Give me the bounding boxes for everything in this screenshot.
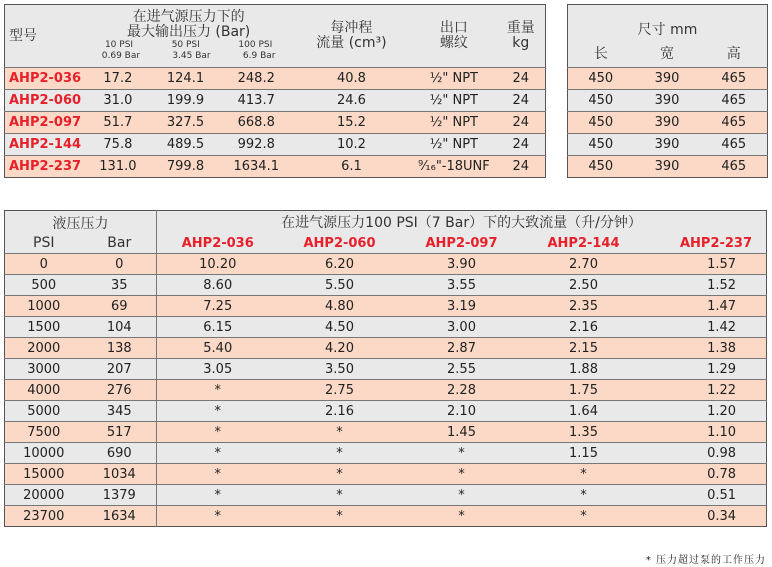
bar-col-069: 0.69 Bar: [101, 51, 141, 61]
table-row: [568, 90, 768, 112]
table-row: [5, 254, 767, 275]
model-name: AHP2-060: [5, 90, 86, 112]
weight: 24: [497, 90, 546, 112]
hyd-psi: 4000: [5, 380, 83, 401]
output-100psi: 1634.1: [221, 156, 292, 178]
flow-value: 3.90: [401, 254, 523, 275]
displacement-header-line1: 每冲程: [330, 20, 373, 36]
outlet-thread: ⁹⁄₁₆"-18UNF: [411, 156, 496, 178]
weight-header-line1: 重量: [506, 20, 535, 36]
flow-value: *: [523, 506, 645, 527]
flow-title: 在进气源压力100 PSI（7 Bar）下的大致流量（升/分钟）: [157, 211, 767, 234]
hyd-bar: 0: [83, 254, 157, 275]
dim-height: 465: [701, 90, 768, 112]
output-10psi: 75.8: [86, 134, 151, 156]
flow-value: 3.05: [157, 359, 279, 380]
hyd-bar: 1379: [83, 485, 157, 506]
dim-height: 465: [701, 134, 768, 156]
dimensions-title: 尺寸 mm: [568, 5, 768, 40]
flow-value: 4.50: [279, 317, 401, 338]
max-output-header-line2: 最大输出压力 (Bar): [126, 24, 251, 40]
flow-value: 1.47: [645, 296, 767, 317]
psi-col-10: 10 PSI: [104, 40, 134, 50]
hyd-psi: 7500: [5, 422, 83, 443]
flow-value: 1.88: [523, 359, 645, 380]
flow-value: *: [523, 464, 645, 485]
hyd-psi-header: PSI: [5, 233, 83, 254]
flow-value: *: [279, 464, 401, 485]
weight: 24: [497, 112, 546, 134]
table-row: [5, 134, 546, 156]
flow-value: 2.16: [523, 317, 645, 338]
displacement: 40.8: [292, 68, 412, 90]
table-row: [5, 443, 767, 464]
flow-value: 6.15: [157, 317, 279, 338]
hyd-bar: 276: [83, 380, 157, 401]
flow-value: 1.15: [523, 443, 645, 464]
flow-value: 2.55: [401, 359, 523, 380]
dim-length: 450: [568, 134, 634, 156]
flow-model-header: AHP2-060: [279, 233, 401, 254]
dim-height: 465: [701, 112, 768, 134]
flow-model-header: AHP2-097: [401, 233, 523, 254]
hyd-psi: 20000: [5, 485, 83, 506]
hyd-bar: 35: [83, 275, 157, 296]
output-10psi: 131.0: [86, 156, 151, 178]
outlet-thread: ½" NPT: [411, 112, 496, 134]
dim-col-width: 宽: [634, 39, 701, 68]
flow-value: *: [157, 422, 279, 443]
flow-value: 8.60: [157, 275, 279, 296]
flow-value: *: [279, 506, 401, 527]
dim-length: 450: [568, 156, 634, 178]
flow-value: 2.16: [279, 401, 401, 422]
table-row: [5, 275, 767, 296]
hyd-psi: 10000: [5, 443, 83, 464]
hyd-bar: 207: [83, 359, 157, 380]
flow-table: [4, 210, 767, 527]
flow-value: *: [157, 506, 279, 527]
flow-value: *: [523, 485, 645, 506]
spec-table: [4, 4, 546, 178]
flow-value: 0.51: [645, 485, 767, 506]
table-row: [5, 156, 546, 178]
hyd-psi: 15000: [5, 464, 83, 485]
flow-value: *: [157, 443, 279, 464]
hyd-psi: 2000: [5, 338, 83, 359]
flow-model-header: AHP2-144: [523, 233, 645, 254]
model-name: AHP2-144: [5, 134, 86, 156]
hyd-bar: 345: [83, 401, 157, 422]
hyd-bar: 138: [83, 338, 157, 359]
table-row: [5, 317, 767, 338]
flow-value: *: [279, 422, 401, 443]
flow-value: *: [279, 443, 401, 464]
model-name: AHP2-097: [5, 112, 86, 134]
hyd-bar: 69: [83, 296, 157, 317]
flow-value: 0.98: [645, 443, 767, 464]
table-row: [5, 338, 767, 359]
flow-value: 5.40: [157, 338, 279, 359]
flow-value: 1.22: [645, 380, 767, 401]
dim-col-height: 高: [701, 39, 768, 68]
hyd-psi: 1500: [5, 317, 83, 338]
outlet-thread: ½" NPT: [411, 90, 496, 112]
flow-value: 4.20: [279, 338, 401, 359]
hydraulic-pressure-header: 液压压力: [5, 211, 157, 234]
weight: 24: [497, 156, 546, 178]
table-row: [568, 156, 768, 178]
dim-height: 465: [701, 68, 768, 90]
dim-length: 450: [568, 112, 634, 134]
table-row: [568, 112, 768, 134]
flow-value: 2.75: [279, 380, 401, 401]
displacement-header-line2: 流量 (cm³): [316, 35, 387, 51]
table-row: [5, 401, 767, 422]
flow-value: 1.35: [523, 422, 645, 443]
dim-width: 390: [634, 112, 701, 134]
output-100psi: 668.8: [221, 112, 292, 134]
hyd-bar: 104: [83, 317, 157, 338]
psi-col-50: 50 PSI: [171, 40, 200, 50]
flow-value: 1.57: [645, 254, 767, 275]
dimensions-table: [567, 4, 768, 178]
dim-length: 450: [568, 90, 634, 112]
table-row: [5, 68, 546, 90]
flow-value: 1.29: [645, 359, 767, 380]
weight-header-line2: kg: [512, 35, 530, 51]
flow-value: 1.38: [645, 338, 767, 359]
flow-model-header: AHP2-036: [157, 233, 279, 254]
flow-value: 7.25: [157, 296, 279, 317]
displacement: 24.6: [292, 90, 412, 112]
output-50psi: 124.1: [150, 68, 221, 90]
hyd-psi: 23700: [5, 506, 83, 527]
table-row: [5, 112, 546, 134]
flow-value: 3.00: [401, 317, 523, 338]
flow-value: 1.20: [645, 401, 767, 422]
table-row: [5, 380, 767, 401]
footnote: * 压力超过泵的工作压力: [645, 555, 766, 566]
flow-value: 1.52: [645, 275, 767, 296]
bar-col-69: 6.9 Bar: [242, 51, 276, 61]
psi-col-100: 100 PSI: [238, 40, 273, 50]
output-50psi: 199.9: [150, 90, 221, 112]
flow-value: *: [401, 464, 523, 485]
flow-value: 1.42: [645, 317, 767, 338]
flow-value: *: [157, 380, 279, 401]
hyd-bar: 690: [83, 443, 157, 464]
flow-value: 0.78: [645, 464, 767, 485]
hyd-psi: 0: [5, 254, 83, 275]
output-100psi: 992.8: [221, 134, 292, 156]
flow-value: 1.45: [401, 422, 523, 443]
dim-length: 450: [568, 68, 634, 90]
output-10psi: 51.7: [86, 112, 151, 134]
flow-value: 2.15: [523, 338, 645, 359]
flow-value: 1.10: [645, 422, 767, 443]
flow-value: *: [279, 485, 401, 506]
model-name: AHP2-237: [5, 156, 86, 178]
outlet-header: [411, 5, 496, 68]
table-row: [5, 422, 767, 443]
output-50psi: 799.8: [150, 156, 221, 178]
flow-value: 3.19: [401, 296, 523, 317]
hyd-bar: 1634: [83, 506, 157, 527]
flow-value: 10.20: [157, 254, 279, 275]
flow-value: *: [401, 443, 523, 464]
output-10psi: 17.2: [86, 68, 151, 90]
displacement-header: [292, 5, 412, 68]
flow-model-header: AHP2-237: [645, 233, 767, 254]
table-row: [5, 359, 767, 380]
flow-value: 2.10: [401, 401, 523, 422]
dim-width: 390: [634, 134, 701, 156]
flow-value: 2.50: [523, 275, 645, 296]
flow-value: 2.87: [401, 338, 523, 359]
flow-value: 1.64: [523, 401, 645, 422]
flow-value: *: [157, 401, 279, 422]
outlet-thread: ½" NPT: [411, 134, 496, 156]
hyd-psi: 5000: [5, 401, 83, 422]
flow-value: 3.55: [401, 275, 523, 296]
flow-value: 2.70: [523, 254, 645, 275]
dim-width: 390: [634, 68, 701, 90]
weight: 24: [497, 134, 546, 156]
flow-value: *: [401, 485, 523, 506]
hyd-bar: 1034: [83, 464, 157, 485]
outlet-header-line2: 螺纹: [439, 35, 468, 51]
flow-value: 2.28: [401, 380, 523, 401]
displacement: 15.2: [292, 112, 412, 134]
displacement: 10.2: [292, 134, 412, 156]
output-100psi: 413.7: [221, 90, 292, 112]
bar-col-345: 3.45 Bar: [172, 51, 211, 61]
max-output-header: [86, 5, 292, 68]
flow-value: *: [157, 464, 279, 485]
output-10psi: 31.0: [86, 90, 151, 112]
flow-value: 6.20: [279, 254, 401, 275]
table-row: [568, 134, 768, 156]
flow-value: 5.50: [279, 275, 401, 296]
dim-col-length: 长: [568, 39, 634, 68]
flow-value: 4.80: [279, 296, 401, 317]
psi-row: [86, 40, 292, 51]
outlet-header-line1: 出口: [439, 20, 468, 36]
model-header: 型号: [5, 5, 86, 68]
max-output-header-line1: 在进气源压力下的: [132, 9, 245, 25]
table-row: [5, 90, 546, 112]
flow-value: *: [401, 506, 523, 527]
hyd-psi: 3000: [5, 359, 83, 380]
bar-row: [86, 51, 292, 62]
output-50psi: 489.5: [150, 134, 221, 156]
hyd-bar-header: Bar: [83, 233, 157, 254]
output-50psi: 327.5: [150, 112, 221, 134]
table-row: [5, 464, 767, 485]
table-row: [568, 68, 768, 90]
model-name: AHP2-036: [5, 68, 86, 90]
flow-value: 2.35: [523, 296, 645, 317]
displacement: 6.1: [292, 156, 412, 178]
outlet-thread: ½" NPT: [411, 68, 496, 90]
flow-value: 0.34: [645, 506, 767, 527]
flow-value: *: [157, 485, 279, 506]
hyd-psi: 500: [5, 275, 83, 296]
weight-header: [497, 5, 546, 68]
flow-value: 1.75: [523, 380, 645, 401]
flow-value: 3.50: [279, 359, 401, 380]
dim-height: 465: [701, 156, 768, 178]
table-row: [5, 296, 767, 317]
dim-width: 390: [634, 90, 701, 112]
weight: 24: [497, 68, 546, 90]
table-row: [5, 506, 767, 527]
table-row: [5, 485, 767, 506]
hyd-bar: 517: [83, 422, 157, 443]
dim-width: 390: [634, 156, 701, 178]
hyd-psi: 1000: [5, 296, 83, 317]
output-100psi: 248.2: [221, 68, 292, 90]
